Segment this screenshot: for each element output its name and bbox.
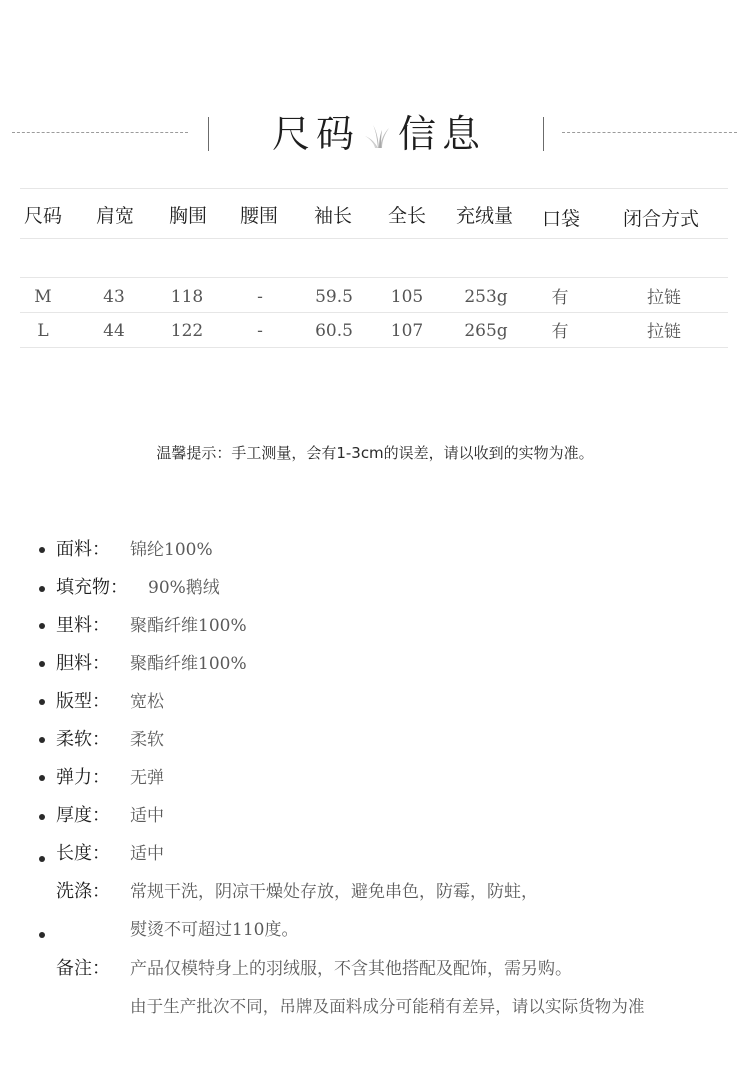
header-divider-right bbox=[543, 117, 544, 151]
spec-value: 聚酯纤维100% bbox=[130, 616, 247, 636]
spec-label: 柔软： bbox=[56, 729, 110, 750]
spec-value: 适中 bbox=[130, 806, 164, 826]
spec-label: 长度： bbox=[56, 843, 110, 864]
spec-value: 无弹 bbox=[130, 768, 164, 788]
column-header: 胸围 bbox=[169, 205, 208, 227]
table-cell: 59.5 bbox=[315, 287, 353, 307]
spec-label: 备注： bbox=[56, 958, 110, 979]
table-cell: 122 bbox=[170, 321, 204, 341]
grass-icon bbox=[364, 117, 392, 149]
bullet-icon bbox=[39, 932, 45, 938]
bullet-icon bbox=[39, 775, 45, 781]
spec-label: 洗涤： bbox=[56, 881, 110, 902]
table-cell: 有 bbox=[551, 288, 569, 308]
table-cell: 60.5 bbox=[315, 321, 353, 341]
table-cell: 105 bbox=[390, 287, 424, 307]
table-cell: L bbox=[37, 321, 49, 341]
header-dashed-line-left bbox=[12, 132, 188, 133]
bullet-icon bbox=[39, 623, 45, 629]
column-header: 尺码 bbox=[24, 205, 63, 227]
table-rule bbox=[20, 347, 728, 348]
bullet-icon bbox=[39, 737, 45, 743]
spec-value: 由于生产批次不同，吊牌及面料成分可能稍有差异，请以实际货物为准 bbox=[130, 997, 645, 1016]
column-header: 全长 bbox=[388, 205, 427, 227]
table-cell: - bbox=[257, 287, 263, 307]
spec-label: 里料： bbox=[56, 615, 110, 636]
spec-label: 弹力： bbox=[56, 767, 110, 788]
column-header: 肩宽 bbox=[96, 205, 135, 227]
table-rule bbox=[20, 277, 728, 278]
bullet-icon bbox=[39, 856, 45, 862]
header-divider-left bbox=[208, 117, 209, 151]
table-cell: M bbox=[34, 287, 52, 307]
column-header: 闭合方式 bbox=[623, 208, 700, 230]
table-cell: 43 bbox=[103, 287, 125, 307]
table-rule bbox=[20, 238, 728, 239]
spec-value: 产品仅模特身上的羽绒服，不含其他搭配及配饰，需另购。 bbox=[130, 959, 572, 979]
bullet-icon bbox=[39, 699, 45, 705]
table-cell: 拉链 bbox=[647, 322, 681, 342]
spec-label: 胆料： bbox=[56, 653, 110, 674]
column-header: 充绒量 bbox=[456, 205, 514, 227]
spec-label: 厚度： bbox=[56, 805, 110, 826]
table-rule bbox=[20, 312, 728, 313]
table-rule bbox=[20, 188, 728, 189]
bullet-icon bbox=[39, 547, 45, 553]
table-cell: 44 bbox=[103, 321, 125, 341]
spec-value: 锦纶100% bbox=[130, 540, 213, 560]
page-title-right: 信息 bbox=[398, 112, 487, 156]
bullet-icon bbox=[39, 814, 45, 820]
measurement-tip: 温馨提示：手工测量，会有1-3cm的误差，请以收到的实物为准。 bbox=[156, 444, 594, 462]
spec-label: 填充物： bbox=[56, 577, 128, 598]
table-cell: 有 bbox=[551, 322, 569, 342]
spec-value: 聚酯纤维100% bbox=[130, 654, 247, 674]
table-cell: 118 bbox=[170, 287, 204, 307]
table-cell: - bbox=[257, 321, 263, 341]
header-dashed-line-right bbox=[562, 132, 737, 133]
column-header: 口袋 bbox=[542, 208, 581, 230]
table-cell: 107 bbox=[390, 321, 424, 341]
spec-value: 适中 bbox=[130, 844, 164, 864]
spec-label: 版型： bbox=[56, 691, 110, 712]
bullet-icon bbox=[39, 586, 45, 592]
spec-label: 面料： bbox=[56, 539, 110, 560]
spec-value: 常规干洗，阴凉干燥处存放，避免串色，防霉，防蛀， bbox=[130, 882, 538, 902]
spec-value: 90%鹅绒 bbox=[148, 578, 220, 598]
table-cell: 拉链 bbox=[647, 288, 681, 308]
page-title-left: 尺码 bbox=[272, 112, 361, 156]
column-header: 腰围 bbox=[240, 205, 279, 227]
column-header: 袖长 bbox=[314, 205, 353, 227]
table-cell: 265g bbox=[464, 321, 508, 341]
spec-value: 宽松 bbox=[130, 692, 164, 712]
table-cell: 253g bbox=[464, 287, 508, 307]
spec-value: 柔软 bbox=[130, 730, 164, 750]
bullet-icon bbox=[39, 661, 45, 667]
spec-value: 熨烫不可超过110度。 bbox=[130, 920, 299, 940]
